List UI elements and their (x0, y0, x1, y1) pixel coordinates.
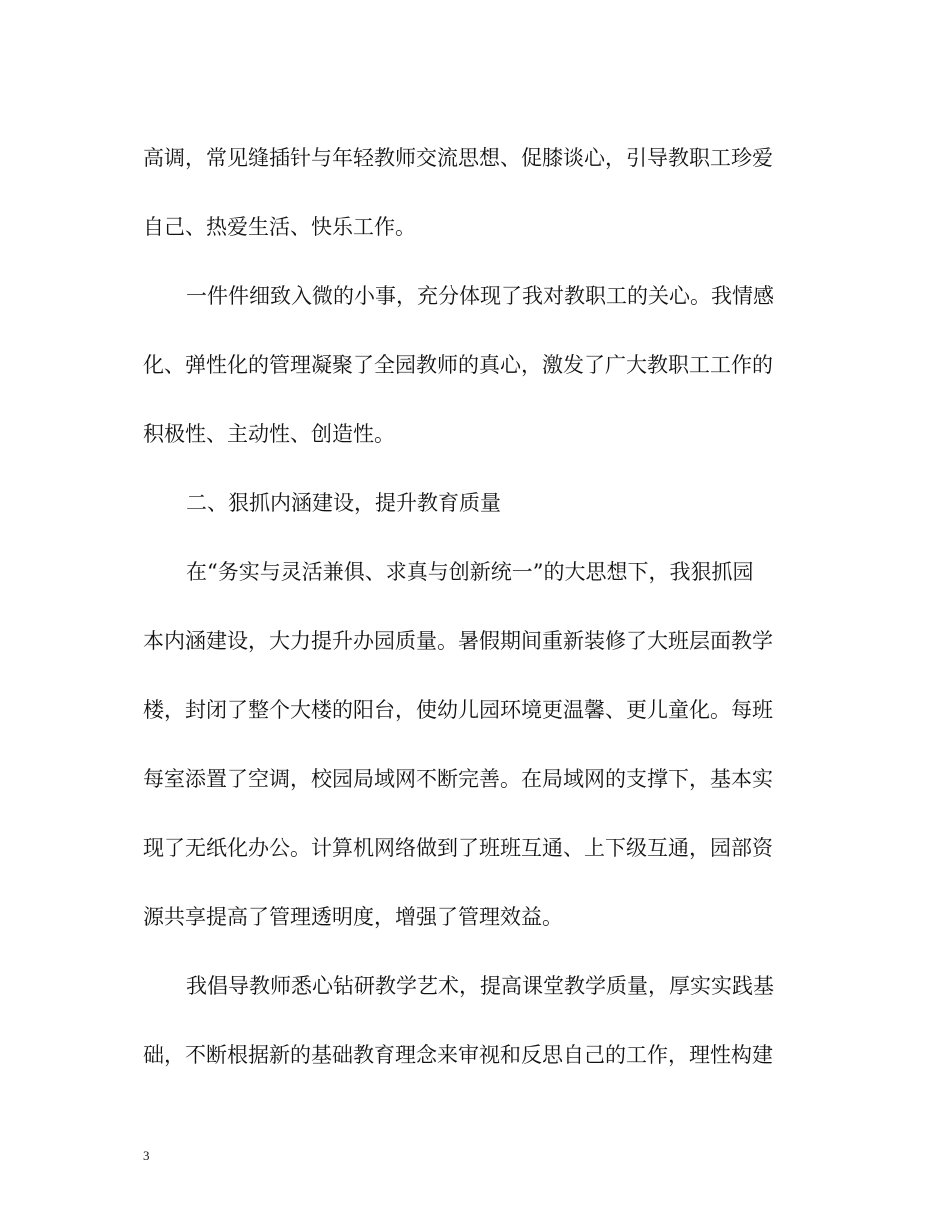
text-line: 现了无纸化办公。计算机网络做到了班班互通、上下级互通，园部资 (143, 836, 773, 860)
paragraph-start-line: 一件件细致入微的小事，充分体现了我对教职工的关心。我情感 (186, 284, 774, 308)
text-line: 积极性、主动性、创造性。 (143, 422, 395, 446)
paragraph-start-line: 在“务实与灵活兼俱、求真与创新统一”的大思想下，我狠抓园 (186, 560, 754, 584)
text-line: 化、弹性化的管理凝聚了全园教师的真心，激发了广大教职工工作的 (143, 353, 773, 377)
text-line: 自己、热爱生活、快乐工作。 (143, 215, 416, 239)
text-line: 源共享提高了管理透明度，增强了管理效益。 (143, 905, 563, 929)
page-number: 3 (143, 1148, 150, 1163)
text-line: 楼，封闭了整个大楼的阳台，使幼儿园环境更温馨、更儿童化。每班 (143, 698, 773, 722)
text-line: 每室添置了空调，校园局域网不断完善。在局域网的支撑下，基本实 (143, 767, 773, 791)
text-line: 础，不断根据新的基础教育理念来审视和反思自己的工作，理性构建 (143, 1043, 773, 1067)
text-line: 本内涵建设，大力提升办园质量。暑假期间重新装修了大班层面教学 (143, 629, 773, 653)
section-heading: 二、狠抓内涵建设，提升教育质量 (186, 491, 501, 515)
paragraph-start-line: 我倡导教师悉心钻研教学艺术，提高课堂教学质量，厚实实践基 (186, 974, 774, 998)
text-line: 高调，常见缝插针与年轻教师交流思想、促膝谈心，引导教职工珍爱 (143, 146, 773, 170)
